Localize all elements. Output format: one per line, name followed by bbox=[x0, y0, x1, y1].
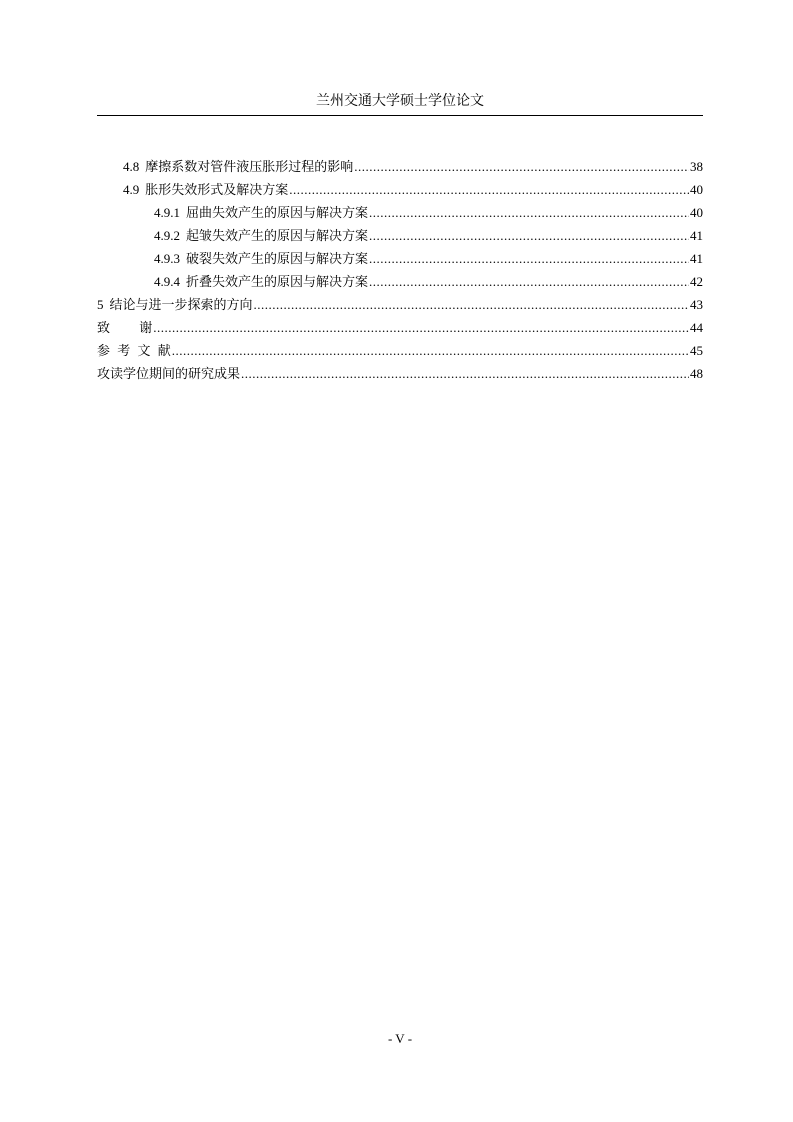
toc-entry-references[interactable] bbox=[97, 339, 703, 362]
running-header: 兰州交通大学硕士学位论文 bbox=[316, 94, 484, 109]
header-rule bbox=[97, 115, 703, 116]
toc-entry-page: 48 bbox=[690, 366, 703, 381]
toc-entry-4-9-4[interactable] bbox=[97, 270, 703, 293]
toc-entry-page: 41 bbox=[690, 228, 703, 243]
toc-entry-title: 摩擦系数对管件液压胀形过程的影响 bbox=[145, 159, 354, 174]
toc-entry-title: 屈曲失效产生的原因与解决方案 bbox=[186, 205, 369, 220]
toc-entry-page: 41 bbox=[690, 251, 703, 266]
toc-entry-title: 结论与进一步探索的方向 bbox=[109, 297, 253, 312]
toc-entry-number: 4.9.2 bbox=[154, 228, 180, 243]
toc-entry-4-8[interactable] bbox=[97, 155, 703, 178]
toc-entry-title: 攻读学位期间的研究成果 bbox=[97, 366, 241, 381]
toc-entry-page: 38 bbox=[690, 159, 703, 174]
toc-entry-title: 胀形失效形式及解决方案 bbox=[145, 182, 289, 197]
dot-leader bbox=[289, 178, 689, 201]
toc-entry-title: 折叠失效产生的原因与解决方案 bbox=[186, 274, 369, 289]
toc-entry-4-9-1[interactable] bbox=[97, 201, 703, 224]
toc-entry-title: 参 考 文 献 bbox=[97, 343, 171, 358]
toc-entry-page: 45 bbox=[690, 343, 703, 358]
toc-entry-research-results[interactable] bbox=[97, 362, 703, 385]
toc-entry-page: 43 bbox=[690, 297, 703, 312]
dot-leader bbox=[354, 155, 689, 178]
toc-entry-number: 4.9.3 bbox=[154, 251, 180, 266]
table-of-contents bbox=[97, 155, 703, 385]
toc-entry-4-9-2[interactable] bbox=[97, 224, 703, 247]
toc-entry-number: 4.9 bbox=[123, 182, 140, 197]
dot-leader bbox=[153, 316, 689, 339]
toc-entry-4-9-3[interactable] bbox=[97, 247, 703, 270]
toc-entry-title: 致 谢 bbox=[97, 320, 153, 335]
toc-entry-title: 起皱失效产生的原因与解决方案 bbox=[186, 228, 369, 243]
toc-entry-4-9[interactable] bbox=[97, 178, 703, 201]
toc-entry-title: 破裂失效产生的原因与解决方案 bbox=[186, 251, 369, 266]
dot-leader bbox=[369, 201, 689, 224]
toc-entry-number: 5 bbox=[97, 297, 104, 312]
dot-leader bbox=[254, 293, 689, 316]
page-number: - V - bbox=[387, 1031, 413, 1046]
toc-entry-acknowledgements[interactable] bbox=[97, 316, 703, 339]
toc-entry-page: 40 bbox=[690, 205, 703, 220]
dot-leader bbox=[241, 362, 689, 385]
toc-entry-page: 42 bbox=[690, 274, 703, 289]
toc-entry-number: 4.8 bbox=[123, 159, 140, 174]
toc-entry-page: 40 bbox=[690, 182, 703, 197]
toc-entry-number: 4.9.4 bbox=[154, 274, 180, 289]
toc-entry-number: 4.9.1 bbox=[154, 205, 180, 220]
dot-leader bbox=[369, 247, 689, 270]
toc-entry-5[interactable] bbox=[97, 293, 703, 316]
dot-leader bbox=[369, 270, 689, 293]
dot-leader bbox=[369, 224, 689, 247]
dot-leader bbox=[172, 339, 689, 362]
toc-entry-page: 44 bbox=[690, 320, 703, 335]
